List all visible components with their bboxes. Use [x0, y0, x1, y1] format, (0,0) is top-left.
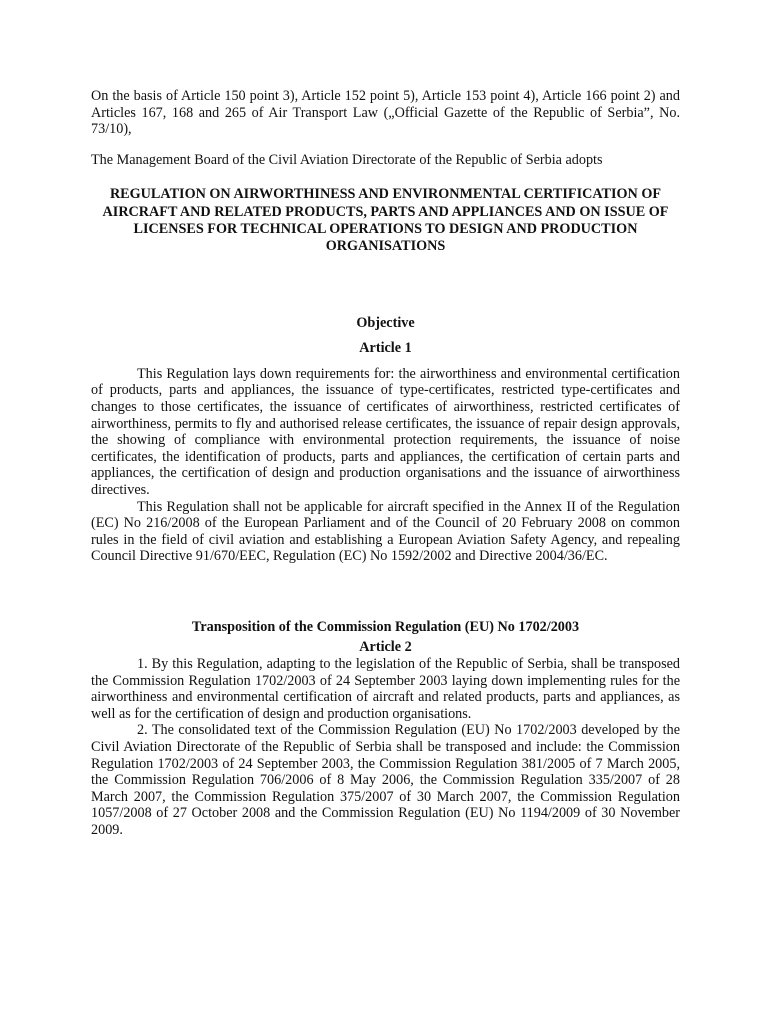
regulation-title: REGULATION ON AIRWORTHINESS AND ENVIRONMENTAL CERTIFICATION OF AIRCRAFT AND RELATED PRODUCTS, PARTS AND APPLIANCES AND ON ISSUE OF LICENSES FOR TECHNICAL OPERATIONS TO DESIGN AND PRODUCTION ORGANISATIONS [102, 186, 669, 255]
preamble-paragraph: On the basis of Article 150 point 3), Article 152 point 5), Article 153 point 4), Article 166 point 2) and Articles 167, 168 and 265 of Air Transport Law („Official Gazette of the Republic of Serbia”, No. 73/10), [91, 88, 680, 138]
article-1-paragraph-1: This Regulation lays down requirements for: the airworthiness and environmental certification of products, parts and appliances, the issuance of type-certificates, restricted type-certificates and changes to those certificates, the issuance of certificates of airworthiness, restricted certificates of airworthiness, permits to fly and authorised release certificates, the issuance of repair design approvals, the showing of compliance with environmental protection requirements, the issuance of noise certificates, the identification of products, parts and appliances, the certification of certain parts and appliances, the certification of design and production organisations and the issuance of airworthiness directives. [91, 365, 680, 498]
article-1-heading: Article 1 [359, 340, 412, 357]
article-2-heading: Article 2 [359, 639, 412, 656]
section-heading-transposition: Transposition of the Commission Regulation (EU) No 1702/2003 [191, 618, 580, 635]
article-2-paragraph-2: 2. The consolidated text of the Commission Regulation (EU) No 1702/2003 developed by the Civil Aviation Directorate of the Republic of Serbia shall be transposed and include: the Commission Regulation 1702/2003 of 24 September 2003, the Commission Regulation 381/2005 of 7 March 2005, the Commission Regulation 706/2006 of 8 May 2006, the Commission Regulation 335/2007 of 28 March 2007, the Commission Regulation 375/2007 of 30 March 2007, the Commission Regulation 1057/2008 of 27 October 2008 and the Commission Regulation (EU) No 1194/2009 of 30 November 2009. [91, 722, 680, 838]
document-page [91, 88, 680, 839]
section-heading-objective: Objective [356, 314, 415, 331]
article-1-paragraph-2: This Regulation shall not be applicable for aircraft specified in the Annex II of the Regulation (EC) No 216/2008 of the European Parliament and of the Council of 20 February 2008 on common rules in the field of civil aviation and establishing a European Aviation Safety Agency, and repealing Council Directive 91/670/EEC, Regulation (EC) No 1592/2002 and Directive 2004/36/EC. [91, 498, 680, 565]
article-2-paragraph-1: 1. By this Regulation, adapting to the legislation of the Republic of Serbia, shall be transposed the Commission Regulation 1702/2003 of 24 September 2003 laying down implementing rules for the airworthiness and environmental certification of aircraft and related products, parts and appliances, as well as for the certification of design and production organisations. [91, 656, 680, 722]
adopts-paragraph: The Management Board of the Civil Aviation Directorate of the Republic of Serbia adopts [91, 151, 603, 168]
